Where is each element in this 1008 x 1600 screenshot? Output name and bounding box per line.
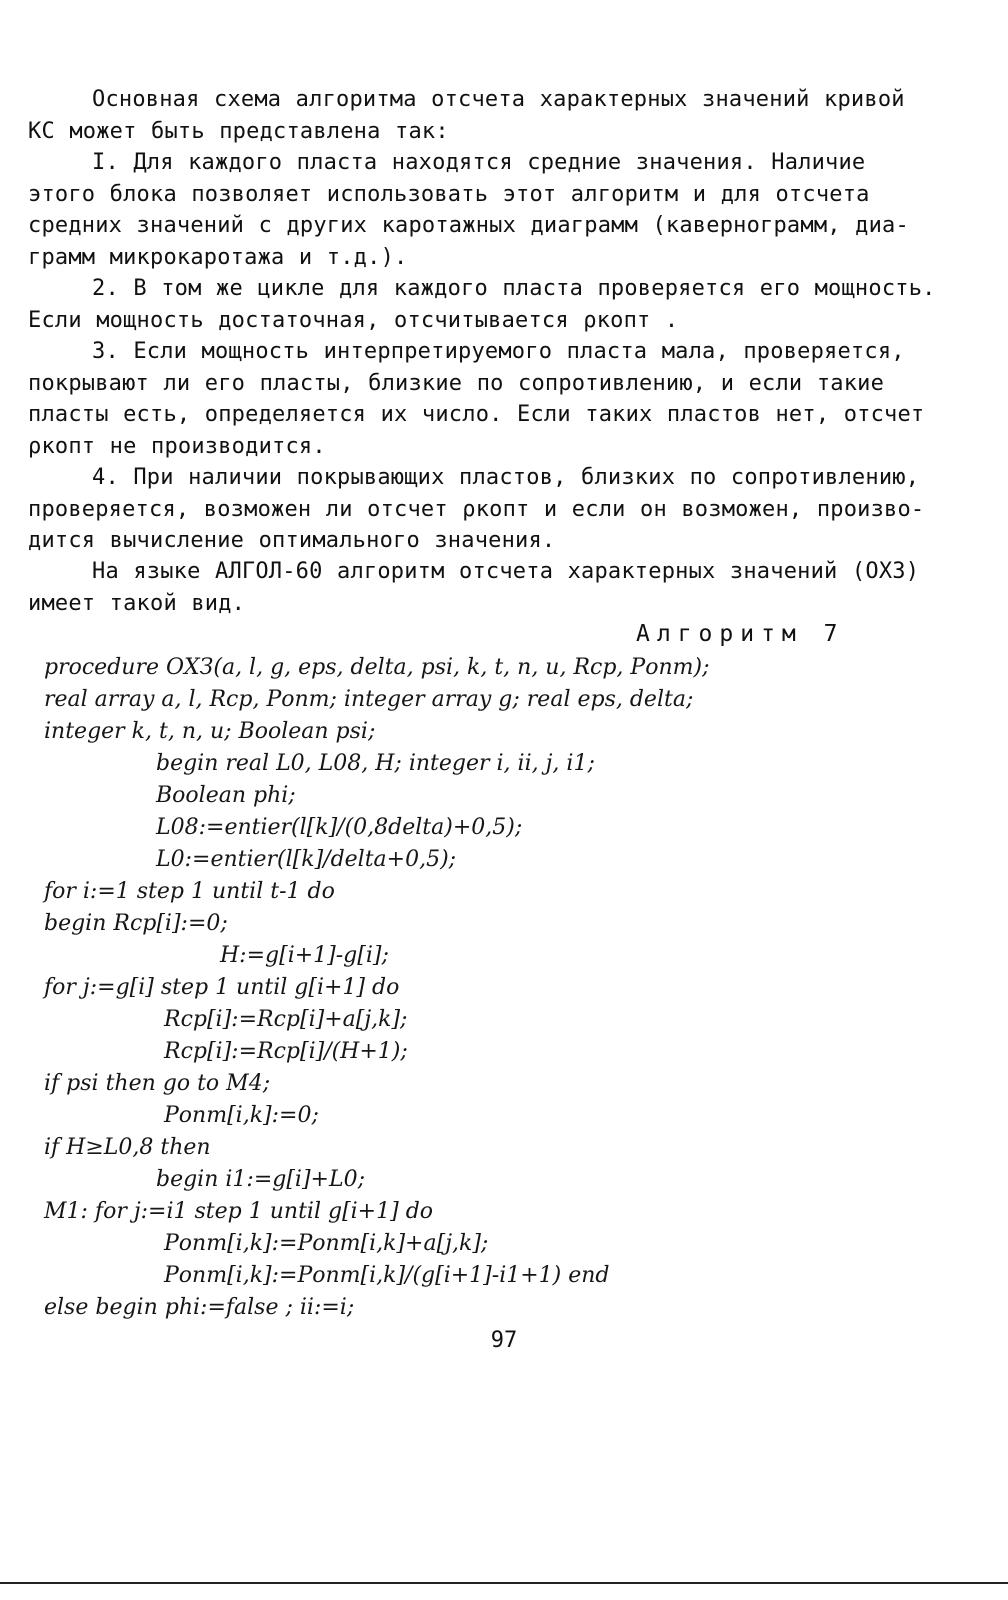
code-line: procedure ОХЗ(a, l, g, eps, delta, psi, k, t, n, u, Rср, Ропт); bbox=[44, 655, 710, 680]
code-line: M1: for j:=i1 step 1 until g[i+1] do bbox=[44, 1199, 434, 1224]
code-line: Rср[i]:=Rср[i]/(H+1); bbox=[164, 1039, 408, 1064]
text-line: пласты есть, определяется их число. Если таких пластов нет, отсчет bbox=[28, 402, 925, 427]
code-line: for i:=1 step 1 until t-1 do bbox=[44, 879, 335, 904]
scan-edge-divider bbox=[0, 1582, 1008, 1584]
page-number: 97 bbox=[490, 1328, 518, 1353]
code-line: begin i1:=g[i]+L0; bbox=[156, 1167, 365, 1192]
text-line: средних значений с других каротажных диаграмм (кавернограмм, диа- bbox=[28, 213, 909, 238]
algorithm-heading: Алгоритм 7 bbox=[636, 621, 845, 647]
code-line: if H≥L0,8 then bbox=[44, 1135, 211, 1160]
text-line: грамм микрокаротажа и т.д.). bbox=[28, 244, 408, 270]
text-line: I. Для каждого пласта находятся средние значения. Наличие bbox=[92, 150, 866, 175]
code-line: for j:=g[i] step 1 until g[i+1] do bbox=[44, 975, 400, 1000]
code-line: H:=g[i+1]-g[i]; bbox=[220, 943, 389, 968]
code-line: if psi then go to M4; bbox=[44, 1071, 271, 1096]
text-line: 3. Если мощность интерпретируемого пласта мала, проверяется, bbox=[92, 339, 905, 364]
code-line: Rср[i]:=Rср[i]+a[j,k]; bbox=[164, 1007, 408, 1032]
text-line: На языке АЛГОЛ-60 алгоритм отсчета характерных значений (ОХЗ) bbox=[92, 559, 920, 584]
code-line: begin Rср[i]:=0; bbox=[44, 911, 228, 936]
paragraph-item-3 bbox=[28, 336, 925, 462]
text-line: Основная схема алгоритма отсчета характерных значений кривой bbox=[92, 87, 905, 112]
text-line: 2. В том же цикле для каждого пласта проверяется его мощность. bbox=[92, 276, 936, 301]
paragraph-algol-intro bbox=[28, 556, 920, 619]
text-line: покрывают ли его пласты, близкие по сопротивлению, и если такие bbox=[28, 370, 885, 396]
paragraph-intro bbox=[28, 84, 905, 147]
text-line: КС может быть представлена так: bbox=[28, 118, 449, 144]
code-line: Ропт[i,k]:=Ропт[i,k]+a[j,k]; bbox=[164, 1231, 489, 1256]
text-line: имеет такой вид. bbox=[28, 590, 246, 616]
code-line: Boolean phi; bbox=[156, 783, 296, 808]
algol-code-block bbox=[44, 652, 904, 1324]
text-line: этого блока позволяет использовать этот алгоритм и для отсчета bbox=[28, 181, 870, 207]
text-line: дится вычисление оптимального значения. bbox=[28, 528, 556, 553]
code-line: L08:=entier(l[k]/(0,8delta)+0,5); bbox=[156, 815, 523, 840]
code-line: begin real L0, L08, H; integer i, ii, j, i1; bbox=[156, 751, 595, 776]
paragraph-item-1 bbox=[28, 147, 909, 273]
code-line: Ропт[i,k]:=0; bbox=[164, 1103, 319, 1128]
code-line: real array a, l, Rср, Ропт; integer array g; real eps, delta; bbox=[44, 687, 694, 712]
text-line: проверяется, возможен ли отсчет ρкопт и если он возможен, произво- bbox=[28, 496, 925, 522]
code-line: else begin phi:=false ; ii:=i; bbox=[44, 1295, 355, 1320]
text-line: 4. При наличии покрывающих пластов, близких по сопротивлению, bbox=[92, 465, 920, 490]
paragraph-item-2 bbox=[28, 273, 936, 336]
code-line: Ропт[i,k]:=Ропт[i,k]/(g[i+1]-i1+1) end bbox=[164, 1263, 610, 1288]
text-line: ρкопт не производится. bbox=[28, 433, 326, 459]
text-line: Если мощность достаточная, отсчитывается ρкопт . bbox=[28, 307, 679, 333]
code-line: L0:=entier(l[k]/delta+0,5); bbox=[156, 847, 457, 872]
paragraph-item-4 bbox=[28, 462, 925, 557]
code-line: integer k, t, n, u; Boolean psi; bbox=[44, 719, 376, 744]
